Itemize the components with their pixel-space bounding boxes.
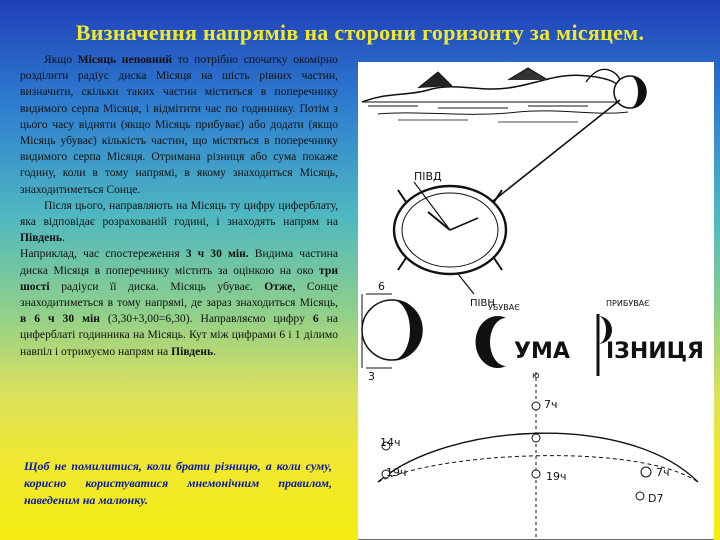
paragraph3-run-5: Отже, [264, 279, 296, 293]
paragraph3-run-1: 3 ч 30 мін. [185, 247, 249, 261]
paragraph2-run-2: . [62, 231, 65, 245]
mnemonic-c-moon-icon [476, 316, 506, 368]
paragraph1-run-2: то потрібно спочатку окомірно розділити радіус диска Місяця на шість рівних частин, визначити, скільки таких частин міститься в поперечнику видимого серпа Місяця, і відмітити час по годиннику. Потім з цього часу відняти (якщо Місяць прибуває) або додати (якщо Місяць убуває) кількість частин, що містяться в поперечнику видимого серпа Місяця. Отримана різниця або сума покаже годину, коли в тому напрямі, в якому знаходиться Місяць, знаходитиметься Сонце. [20, 53, 338, 196]
paragraph3-run-9: 6 [312, 312, 319, 326]
six-parts-label: 6 [378, 280, 385, 293]
mnemonic-note: Щоб не помилитися, коли брати різницю, а коли суму, корисно користуватися мнемонічним правилом, наведеним на малюнку. [24, 459, 332, 507]
moon-icon [614, 76, 646, 108]
paragraph3-run-8: (3,30+3,00=6,30). Направляємо цифру [99, 312, 313, 326]
paragraph-1 [20, 52, 338, 198]
riznytsia-word: ІЗНИЦЯ [606, 339, 704, 364]
time-label-5: 7ч [656, 466, 670, 479]
time-label-3: 19ч [386, 466, 407, 479]
body-text [20, 52, 338, 360]
time-markers [382, 402, 651, 500]
illustration-svg [358, 62, 714, 540]
moon-orientation-illustration [358, 62, 714, 540]
crescent-diagram [362, 294, 422, 368]
paragraph2-run-0: Після цього, направляють на Місяць ту цифру циферблату, яка відповідає розрахованій годині, і знаходять напрям на [20, 198, 338, 229]
paragraph3-run-0: Наприклад, час спостереження [20, 247, 186, 261]
paragraph1-run-0: Якщо [44, 53, 78, 66]
paragraph2-run-1: Південь [20, 231, 63, 245]
moon-path-arcs [358, 372, 714, 540]
paragraph3-run-7: в 6 ч 30 мін [20, 312, 100, 326]
paragraph3-run-12: . [213, 344, 217, 358]
landscape [362, 68, 628, 122]
three-parts-label: 3 [368, 370, 375, 383]
waxing-label: ПРИБУВАЄ [606, 299, 650, 308]
paragraph3-run-10: на циферблаті годинника на Місяць. Кут між цифрами 6 і 1 ділимо навпіл і отримуємо напрям на [20, 312, 339, 358]
time-label-6: D7 [648, 492, 664, 505]
suma-word: УМА [514, 339, 570, 364]
south-label-top: ПІВД [414, 170, 442, 183]
paragraph3-run-6: Сонце знаходитиметься в тому напрямі, де зараз знаходиться Місяць, [20, 279, 338, 310]
page-title: Визначення напрямів на сторони горизонту за місяцем. [75, 20, 645, 45]
paragraph-3 [20, 246, 338, 359]
time-label-2: 14ч [380, 436, 401, 449]
paragraph3-run-2: Видима частина диска Місяця в поперечнику містить за оцінкою на око [20, 247, 339, 277]
paragraph3-run-3: три шості [20, 263, 338, 293]
paragraph3-run-11: Південь [171, 344, 214, 358]
paragraph3-run-4: радіуси її диска. Місяць убуває. [49, 279, 265, 293]
time-label-1: 7ч [544, 398, 558, 411]
paragraph-2 [20, 198, 338, 247]
paragraph1-run-1: Місяць неповний [77, 53, 173, 66]
waning-label: УБУВАЄ [488, 303, 520, 312]
zenith-label: ю [532, 371, 540, 381]
south-label-mid: ПІВН [470, 298, 495, 309]
time-label-4: 19ч [546, 470, 567, 483]
